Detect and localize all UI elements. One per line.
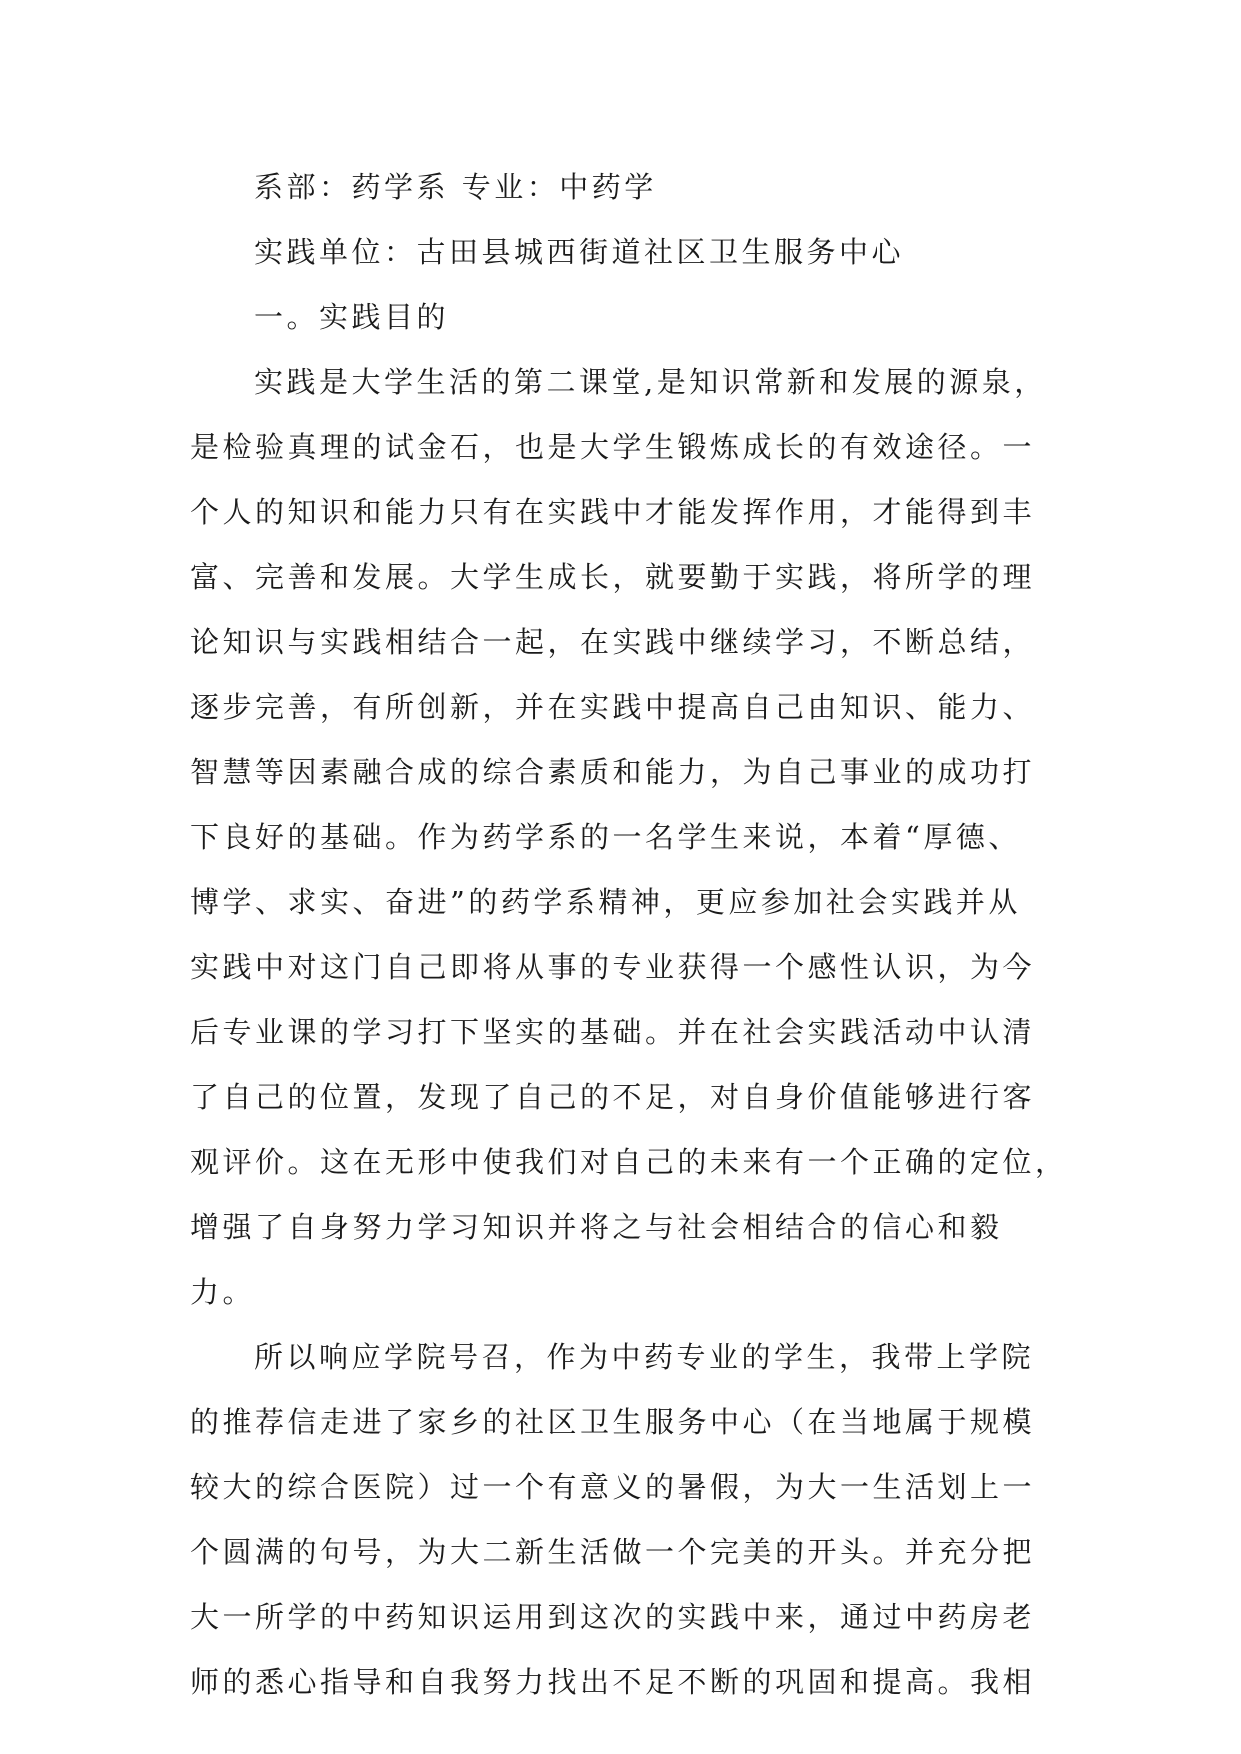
document-body: [190, 155, 1070, 1715]
paragraph-line: 博学、求实、奋进”的药学系精神，更应参加社会实践并从: [190, 885, 1021, 919]
paragraph-line: 是检验真理的试金石，也是大学生锻炼成长的有效途径。一: [190, 430, 1036, 464]
paragraph-motivation: [190, 1325, 1070, 1715]
paragraph-line: 下良好的基础。作为药学系的一名学生来说，本着“厚德、: [190, 820, 1021, 854]
paragraph-line: 个圆满的句号，为大二新生活做一个完美的开头。并充分把: [190, 1535, 1036, 1569]
paragraph-line: 个人的知识和能力只有在实践中才能发挥作用，才能得到丰: [190, 495, 1036, 529]
paragraph-line: 的推荐信走进了家乡的社区卫生服务中心（在当地属于规模: [190, 1405, 1036, 1439]
paragraph-line: 师的悉心指导和自我努力找出不足不断的巩固和提高。我相: [190, 1665, 1036, 1699]
paragraph-line: 增强了自身努力学习知识并将之与社会相结合的信心和毅: [190, 1210, 1003, 1244]
paragraph-line: 观评价。这在无形中使我们对自己的未来有一个正确的定位，: [190, 1145, 1068, 1179]
paragraph-line: 力。: [190, 1275, 256, 1309]
paragraph-line: 后专业课的学习打下坚实的基础。并在社会实践活动中认清: [190, 1015, 1036, 1049]
paragraph-line: 富、完善和发展。大学生成长，就要勤于实践，将所学的理: [190, 560, 1036, 594]
paragraph-line: 逐步完善，有所创新，并在实践中提高自己由知识、能力、: [190, 690, 1036, 724]
paragraph-line: 较大的综合医院）过一个有意义的暑假，为大一生活划上一: [190, 1470, 1036, 1504]
paragraph-line: 论知识与实践相结合一起，在实践中继续学习，不断总结，: [190, 625, 1036, 659]
department-major-line: 系部：药学系 专业：中药学: [254, 170, 657, 204]
paragraph-line: 智慧等因素融合成的综合素质和能力，为自己事业的成功打: [190, 755, 1036, 789]
paragraph-line: 实践是大学生活的第二课堂,是知识常新和发展的源泉，: [254, 365, 1047, 399]
paragraph-purpose: [190, 350, 1070, 1325]
practice-unit-line: 实践单位：古田县城西街道社区卫生服务中心: [254, 235, 905, 269]
paragraph-line: 所以响应学院号召，作为中药专业的学生，我带上学院: [254, 1340, 1035, 1374]
paragraph-line: 实践中对这门自己即将从事的专业获得一个感性认识，为今: [190, 950, 1036, 984]
paragraph-line: 了自己的位置，发现了自己的不足，对自身价值能够进行客: [190, 1080, 1036, 1114]
section-heading: 一。实践目的: [254, 300, 450, 334]
paragraph-line: 大一所学的中药知识运用到这次的实践中来，通过中药房老: [190, 1600, 1036, 1634]
